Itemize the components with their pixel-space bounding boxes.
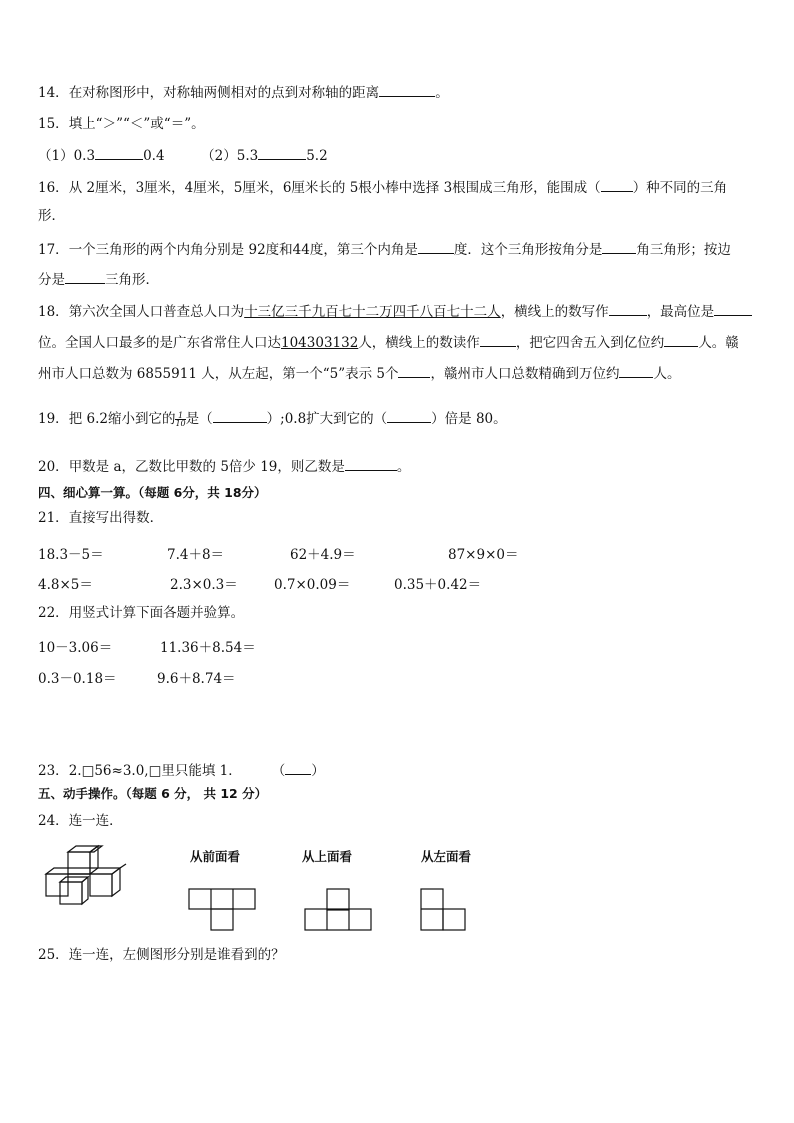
part-1-right: 0.4: [143, 148, 165, 164]
answer-blank[interactable]: [619, 365, 653, 378]
answer-blank[interactable]: [601, 179, 633, 192]
calc-item: 9.6＋8.74＝: [157, 671, 236, 687]
underlined-number-words: 十三亿三千九百七十二万四千八百七十二人: [244, 304, 501, 320]
question-20: [38, 458, 410, 475]
question-text: ，最高位是: [646, 304, 715, 320]
paren-open: （: [271, 763, 286, 779]
part-2-right: 5.2: [306, 148, 328, 164]
answer-blank[interactable]: [345, 458, 397, 471]
question-21: [38, 510, 163, 526]
answer-blank[interactable]: [95, 147, 143, 160]
question-18-line2: [38, 334, 739, 351]
calc-item: 4.8×5＝: [38, 577, 93, 593]
view-label-top: 从上面看: [302, 849, 353, 864]
question-text: 州市人口总数为 6855911 人，从左起，第一个“5”表示 5个: [38, 366, 399, 382]
calc-item: 10－3.06＝: [38, 640, 113, 656]
answer-blank[interactable]: [664, 334, 698, 347]
question-17-line2: [38, 271, 159, 288]
question-number: 20．: [38, 459, 69, 475]
section-5-title: 五、动手操作。（每题 6 分， 共 12 分）: [38, 786, 268, 801]
question-23: [38, 762, 325, 779]
calc-item: 11.36＋8.54＝: [160, 640, 256, 656]
question-14: [38, 84, 449, 101]
question-text: 三角形．: [105, 272, 159, 288]
answer-blank[interactable]: [387, 410, 431, 423]
question-number: 22．: [38, 605, 69, 621]
underlined-number: 104303132: [281, 335, 359, 351]
question-text-end: ）种不同的三角: [632, 180, 728, 196]
question-text: ，横线上的数写作: [500, 304, 609, 320]
question-15-parts: [38, 147, 328, 164]
question-22: [38, 605, 244, 621]
question-text: 第六次全国人口普查总人口为: [68, 304, 245, 320]
answer-blank[interactable]: [609, 303, 647, 316]
answer-blank[interactable]: [714, 303, 752, 316]
answer-blank[interactable]: [285, 762, 311, 775]
question-number: 18．: [38, 304, 69, 320]
answer-blank[interactable]: [258, 147, 306, 160]
question-text: 角三角形；按边: [636, 242, 731, 258]
question-number: 15．: [38, 116, 69, 132]
answer-blank[interactable]: [398, 365, 430, 378]
question-text: 甲数是 a，乙数比甲数的 5倍少 19，则乙数是: [68, 459, 345, 475]
question-17: [38, 241, 731, 258]
answer-blank[interactable]: [480, 334, 516, 347]
paren-close: ）: [311, 763, 325, 779]
question-text: 形．: [38, 208, 65, 224]
question-text: 人，横线上的数读作: [358, 335, 480, 351]
calc-item: 62＋4.9＝: [290, 547, 356, 563]
question-number: 16．: [38, 180, 69, 196]
view-shape-2[interactable]: [304, 888, 374, 932]
calc-item: 0.35＋0.42＝: [394, 577, 482, 593]
calc-item: 0.3－0.18＝: [38, 671, 117, 687]
answer-blank[interactable]: [379, 84, 435, 97]
calc-item: 87×9×0＝: [448, 547, 519, 563]
question-19: [38, 410, 507, 427]
question-text: 位。全国人口最多的是广东省常住人口达: [38, 335, 281, 351]
question-text-end: 。: [435, 85, 449, 101]
question-text: 度．这个三角形按角分是: [453, 242, 603, 258]
view-label-front: 从前面看: [190, 849, 241, 864]
question-text: ）;0.8扩大到它的（: [266, 411, 388, 427]
question-number: 17．: [38, 242, 69, 258]
question-text: ，赣州市人口总数精确到万位约: [430, 366, 620, 382]
question-18-line3: [38, 365, 680, 382]
question-text: 用竖式计算下面各题并验算。: [68, 605, 245, 621]
fraction: [175, 412, 185, 427]
answer-blank[interactable]: [602, 241, 636, 254]
question-text: ）倍是 80。: [431, 411, 507, 427]
question-text: 从 2厘米，3厘米，4厘米，5厘米，6厘米长的 5根小棒中选择 3根围成三角形，能围成（: [68, 180, 601, 196]
question-number: 25．: [38, 947, 69, 963]
question-number: 21．: [38, 510, 69, 526]
question-text: 人。赣: [698, 335, 739, 351]
answer-blank[interactable]: [213, 410, 267, 423]
fraction-denominator: 10: [175, 419, 186, 428]
fraction-numerator: 1: [175, 412, 185, 420]
question-24: [38, 813, 123, 829]
view-shape-3[interactable]: [420, 888, 468, 932]
question-number: 14．: [38, 85, 69, 101]
question-text: 。: [396, 459, 411, 475]
question-16-line2: [38, 208, 65, 224]
question-text: 直接写出得数．: [68, 510, 164, 526]
question-18: [38, 303, 752, 320]
question-number: 24．: [38, 813, 69, 829]
question-text: 把 6.2缩小到它的: [68, 411, 176, 427]
question-15: [38, 116, 205, 132]
question-text: 填上“＞”“＜”或“＝”。: [68, 116, 205, 132]
question-text: 2.□56≈3.0,□里只能填 1．: [68, 763, 242, 779]
cube-stack-figure: [42, 844, 132, 914]
section-4-title: 四、细心算一算。（每题 6分，共 18分）: [38, 485, 267, 500]
calc-item: 0.7×0.09＝: [274, 577, 351, 593]
calc-item: 7.4＋8＝: [167, 547, 225, 563]
question-text: 连一连，左侧图形分别是谁看到的？: [68, 947, 285, 963]
question-text: 是（: [185, 411, 213, 427]
calc-item: 2.3×0.3＝: [170, 577, 238, 593]
part-2-label: （2）5.3: [201, 148, 259, 164]
question-text: 分是: [38, 272, 65, 288]
question-text: 一个三角形的两个内角分别是 92度和44度，第三个内角是: [68, 242, 418, 258]
view-label-left: 从左面看: [421, 849, 472, 864]
question-text: ，把它四舍五入到亿位约: [515, 335, 665, 351]
question-number: 23．: [38, 763, 69, 779]
view-shape-1[interactable]: [188, 888, 258, 932]
question-25: [38, 947, 285, 963]
calc-item: 18.3－5＝: [38, 547, 104, 563]
question-number: 19．: [38, 411, 69, 427]
question-text: 人。: [653, 366, 681, 382]
answer-blank[interactable]: [418, 241, 454, 254]
answer-blank[interactable]: [65, 271, 105, 284]
question-text: 在对称图形中，对称轴两侧相对的点到对称轴的距离: [68, 85, 380, 101]
question-text: 连一连．: [68, 813, 123, 829]
part-1-label: （1）0.3: [38, 148, 96, 164]
question-16: [38, 179, 727, 196]
